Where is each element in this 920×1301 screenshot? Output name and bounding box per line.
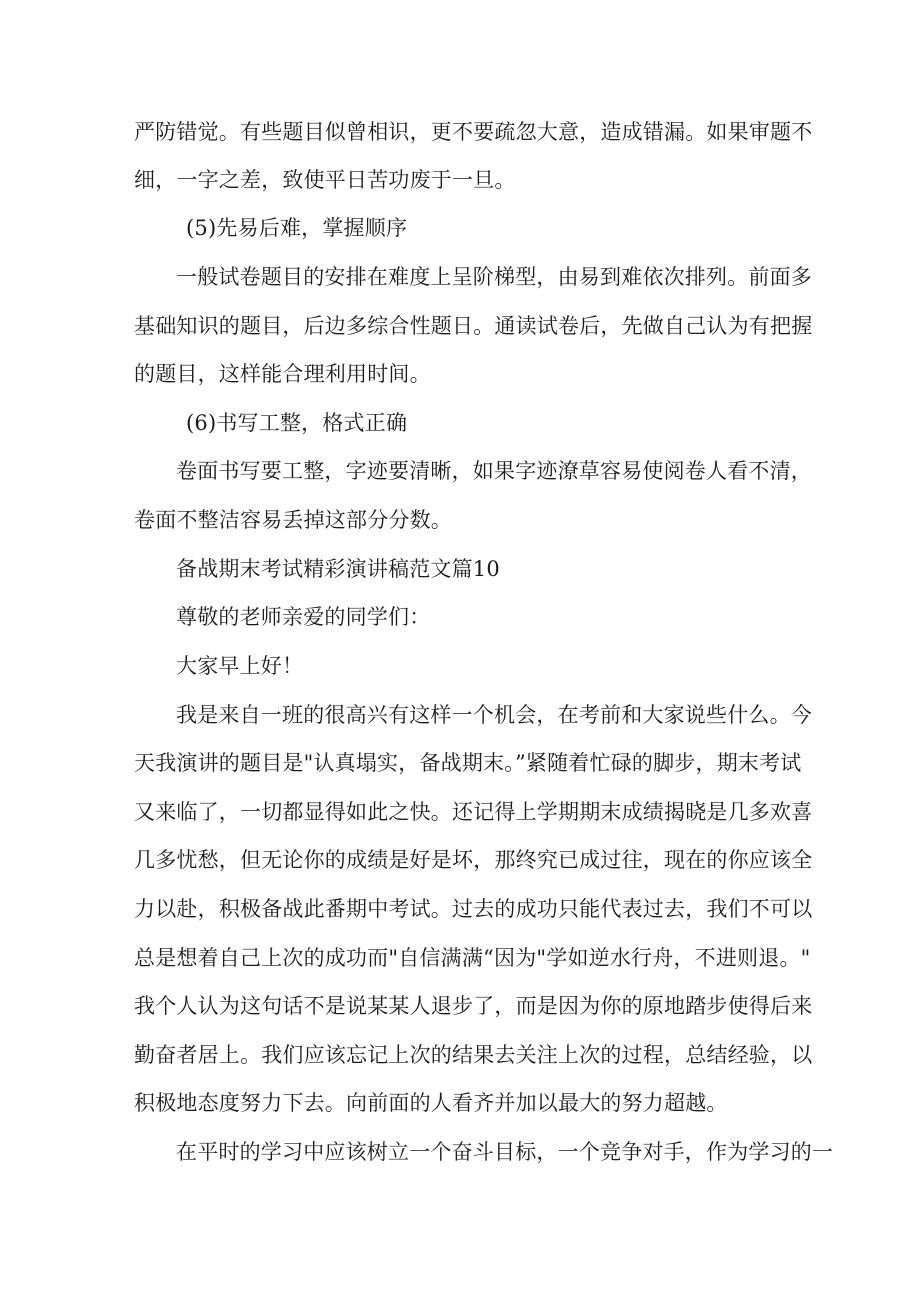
salutation: [176, 603, 430, 631]
line-text: 总是想着自己上次的成功而"自信满满“因为"学如逆水行舟，不进则退。": [134, 946, 811, 970]
section-heading: [186, 214, 407, 242]
line-text: 卷面不整洁容易丢掉这部分分数。: [134, 508, 452, 532]
line-text: 我是来自一班的很高兴有这样一个机会，在考前和大家说些什么。今: [176, 703, 812, 727]
paragraph-line: [176, 1138, 833, 1166]
line-text: 基础知识的题目，后边多综合性题日。通读试卷后，先做自己认为有把握: [134, 314, 813, 338]
salutation-text: 尊敬的老师亲爱的同学们：: [176, 605, 431, 629]
line-text: 又来临了，一切都显得如此之快。还记得上学期期末成绩揭晓是几多欢喜: [134, 800, 813, 824]
paragraph-line: [134, 312, 812, 340]
greeting-text: 大家早上好！: [176, 654, 304, 678]
line-text: 卷面书写要工整，字迹要清晰，如果字迹潦草容易使阅卷人看不清，: [176, 459, 812, 483]
paragraph-line: [134, 944, 811, 972]
paragraph-line: [134, 895, 812, 923]
paragraph-line: [176, 457, 812, 485]
line-text: 几多忧愁，但无论你的成绩是好是坏，那终究已成过往，现在的你应该全: [134, 848, 813, 872]
paragraph-line: [176, 263, 812, 291]
line-text: 的题目，这样能合理利用时间。: [134, 362, 431, 386]
greeting: [176, 652, 303, 680]
line-text: 积极地态度努力下去。向前面的人看齐并加以最大的努力超越。: [134, 1091, 728, 1115]
paragraph-line: [134, 846, 812, 874]
paragraph-line: [134, 118, 812, 146]
line-text: 在平时的学习中应该树立一个奋斗目标，一个竞争对手，作为学习的一: [176, 1140, 834, 1164]
paragraph-line: [134, 506, 452, 534]
line-text: 天我演讲的题目是"认真塌实，备战期末。”紧随着忙碌的脚步，期末考试: [134, 751, 802, 775]
heading-text: (5)先易后难，掌握顺序: [186, 216, 408, 240]
paragraph-line: [134, 798, 812, 826]
section-heading: [186, 409, 407, 437]
paragraph-line: [134, 1041, 812, 1069]
line-text: 细，一字之差，致使平日苦功废于一旦。: [134, 168, 516, 192]
paragraph-line: [134, 360, 431, 388]
paragraph-line: [134, 1089, 728, 1117]
article-title: [176, 555, 500, 583]
title-text: 备战期末考试精彩演讲稿范文篇10: [176, 557, 500, 581]
line-text: 力以赴，积极备战此番期中考试。过去的成功只能代表过去，我们不可以: [134, 897, 813, 921]
heading-text: (6)书写工整，格式正确: [186, 411, 408, 435]
paragraph-line: [176, 701, 812, 729]
line-text: 勤奋者居上。我们应该忘记上次的结果去关注上次的过程，总结经验，以: [134, 1043, 813, 1067]
line-text: 一般试卷题目的安排在难度上呈阶梯型，由易到难依次排列。前面多: [176, 265, 812, 289]
paragraph-line: [134, 992, 812, 1020]
line-text: 严防错觉。有些题目似曾相识，更不要疏忽大意，造成错漏。如果审题不: [134, 120, 813, 144]
paragraph-line: [134, 166, 516, 194]
paragraph-line: [134, 749, 802, 777]
line-text: 我个人认为这句话不是说某某人退步了，而是因为你的原地踏步使得后来: [134, 994, 813, 1018]
